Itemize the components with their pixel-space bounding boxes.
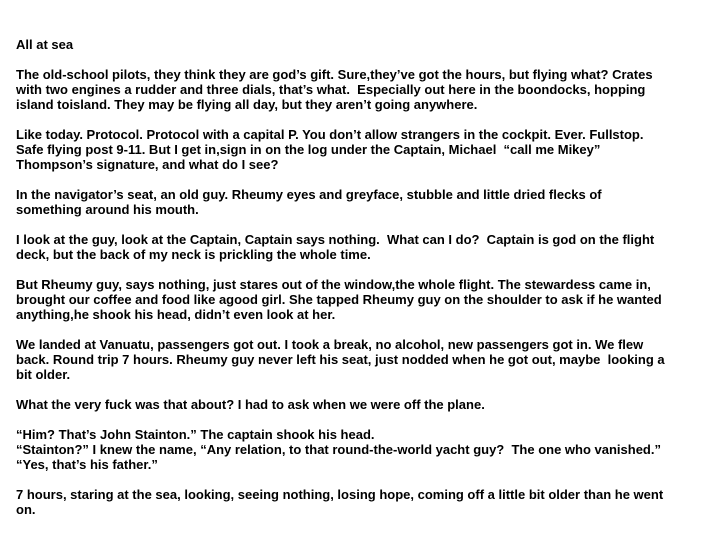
paragraph-line: anything,he shook his head, didn’t even look at her. [16,307,336,322]
document-body [16,67,706,517]
paragraph [16,127,706,172]
paragraph-line: deck, but the back of my neck is prickling the whole time. [16,247,371,262]
paragraph-line: “Him? That’s John Stainton.” The captain shook his head. [16,427,375,442]
paragraph-line: “Yes, that’s his father.” [16,457,158,472]
paragraph [16,277,706,322]
paragraph-line: “Stainton?” I knew the name, “Any relation, to that round-the-world yacht guy? The one who vanished.” [16,442,661,457]
paragraph-line: The old-school pilots, they think they are god’s gift. Sure,they’ve got the hours, but flying what? Crates [16,67,653,82]
document-page [16,37,706,532]
paragraph [16,487,706,517]
paragraph-line: something around his mouth. [16,202,199,217]
paragraph-line: Thompson’s signature, and what do I see? [16,157,279,172]
paragraph-line: with two engines a rudder and three dials, that’s what. Especially out here in the boondocks, hopping [16,82,646,97]
paragraph-line: What the very fuck was that about? I had to ask when we were off the plane. [16,397,485,412]
paragraph-line: island toisland. They may be flying all day, but they aren’t going anywhere. [16,97,478,112]
paragraph-line: Safe flying post 9-11. But I get in,sign in on the log under the Captain, Michael “call me Mikey” [16,142,601,157]
paragraph-line: on. [16,502,36,517]
paragraph [16,232,706,262]
paragraph [16,337,706,382]
paragraph-line: I look at the guy, look at the Captain, Captain says nothing. What can I do? Captain is god on the flight [16,232,655,247]
paragraph-line: But Rheumy guy, says nothing, just stares out of the window,the whole flight. The stewardess came in, [16,277,651,292]
paragraph [16,187,706,217]
paragraph-line: brought our coffee and food like agood girl. She tapped Rheumy guy on the shoulder to ask if he wanted [16,292,662,307]
paragraph [16,427,706,472]
paragraph-line: In the navigator’s seat, an old guy. Rheumy eyes and greyface, stubble and little dried flecks of [16,187,602,202]
paragraph [16,67,706,112]
paragraph-line: 7 hours, staring at the sea, looking, seeing nothing, losing hope, coming off a little bit older than he went [16,487,664,502]
document-title: All at sea [16,37,74,52]
paragraph [16,397,706,412]
paragraph-line: Like today. Protocol. Protocol with a capital P. You don’t allow strangers in the cockpit. Ever. Fullstop. [16,127,644,142]
paragraph-line: We landed at Vanuatu, passengers got out. I took a break, no alcohol, new passengers got in. We flew [16,337,644,352]
paragraph-line: back. Round trip 7 hours. Rheumy guy never left his seat, just nodded when he got out, maybe looking a [16,352,665,367]
paragraph-line: bit older. [16,367,71,382]
